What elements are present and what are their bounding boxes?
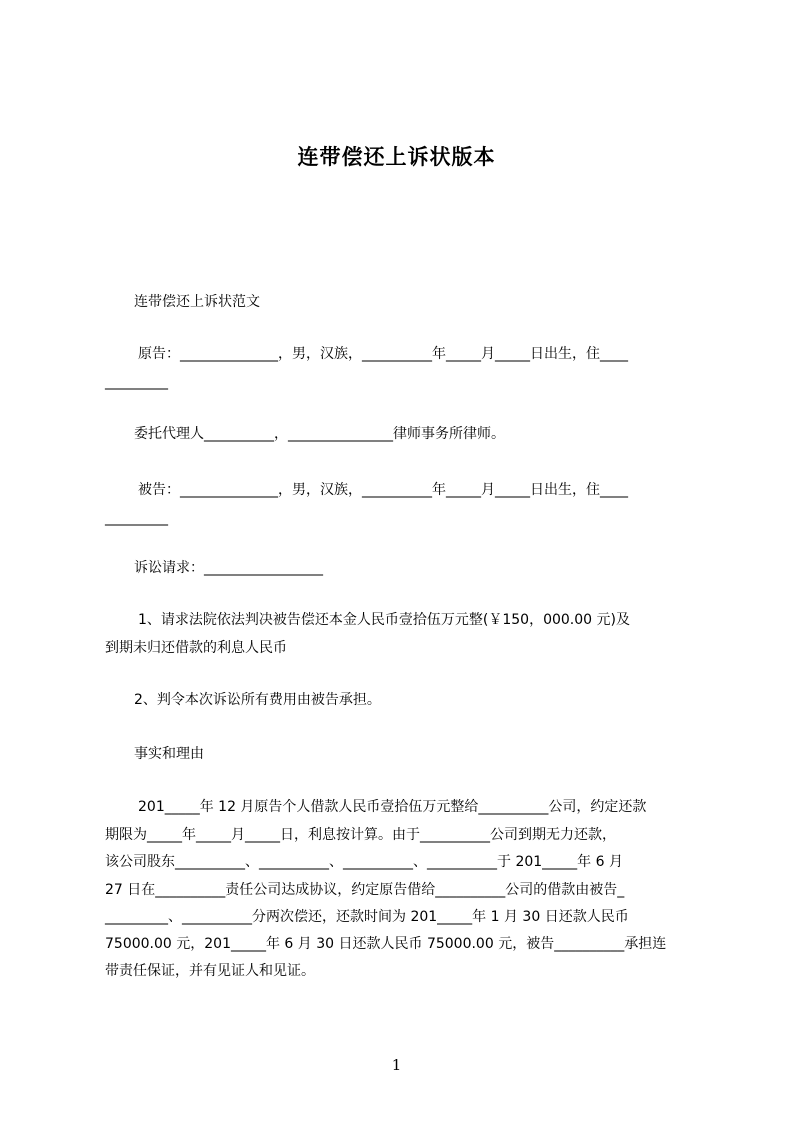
facts-line-5: _________、__________分两次偿还，还款时间为 201_____年 1 月 30 日还款人民币 xyxy=(105,909,629,925)
facts-line-1: 201_____年 12 月原告个人借款人民币壹拾伍万元整给__________公司，约定还款 xyxy=(138,799,647,815)
defendant-line: 被告：______________，男，汉族，__________年_____月_____日出生，住____ xyxy=(138,482,628,498)
claim-1-line-cont: 到期未归还借款的利息人民币 xyxy=(105,640,287,656)
facts-line-2: 期限为_____年_____月_____日，利息按计算。由于__________公司到期无力还款， xyxy=(105,827,616,843)
claim-2-line: 2、判令本次诉讼所有费用由被告承担。 xyxy=(134,692,381,708)
facts-line-6: 75000.00 元，201_____年 6 月 30 日还款人民币 75000.00 元，被告__________承担连 xyxy=(105,936,667,952)
agent-line: 委托代理人__________，_______________律师事务所律师。 xyxy=(134,426,505,442)
facts-line-7: 带责任保证，并有见证人和见证。 xyxy=(105,963,315,979)
facts-line-4: 27 日在__________责任公司达成协议，约定原告借给__________公司的借款由被告_ xyxy=(105,882,625,898)
defendant-line-cont: _________ xyxy=(105,510,168,526)
page-number: 1 xyxy=(391,1056,402,1074)
facts-line-3: 该公司股东__________、__________、__________、__________于 201_____年 6 月 xyxy=(105,854,623,870)
claim-1-line: 1、请求法院依法判决被告偿还本金人民币壹拾伍万元整(￥150，000.00 元)及 xyxy=(138,612,630,628)
plaintiff-line-cont: _________ xyxy=(105,374,168,390)
subtitle: 连带偿还上诉状范文 xyxy=(134,294,260,310)
claims-heading: 诉讼请求：_________________ xyxy=(134,560,323,576)
document-title: 连带偿还上诉状版本 xyxy=(297,145,496,169)
facts-heading: 事实和理由 xyxy=(134,746,204,762)
plaintiff-line: 原告：______________，男，汉族，__________年_____月_____日出生，住____ xyxy=(138,346,628,362)
